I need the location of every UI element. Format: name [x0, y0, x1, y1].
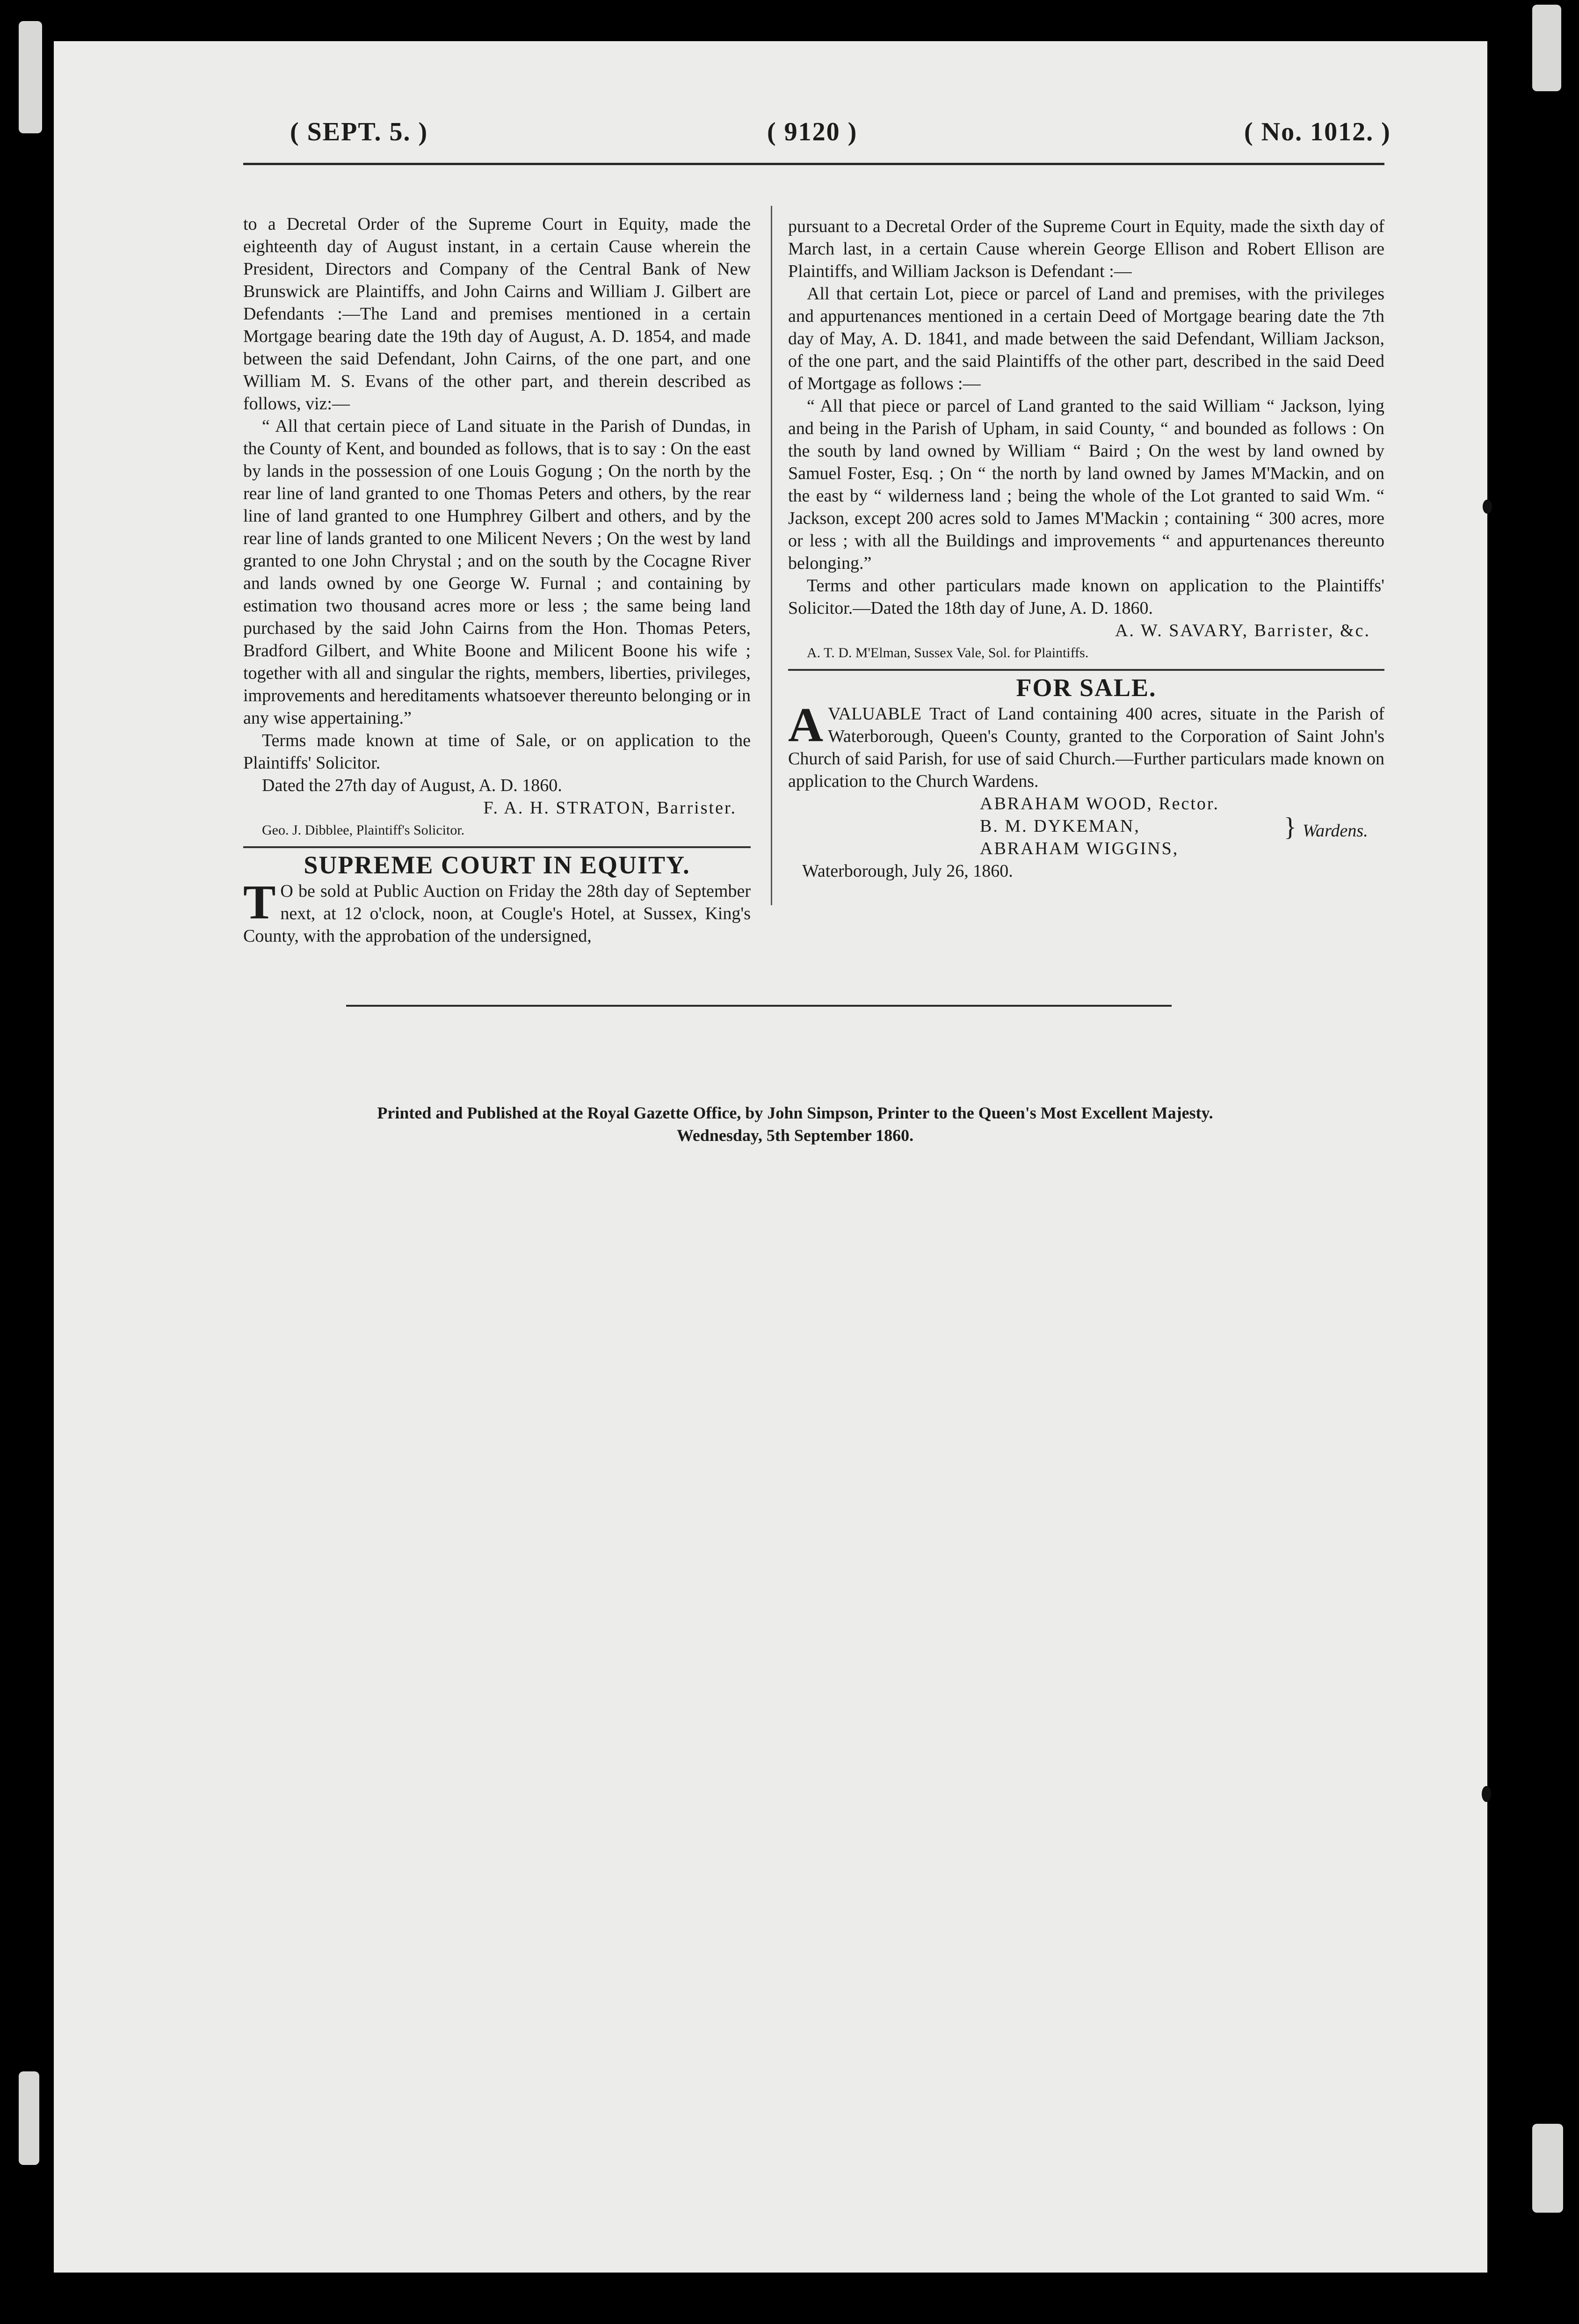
- barrister-signature: F. A. H. STRATON, Barrister.: [483, 798, 737, 818]
- terms-paragraph: Terms made known at time of Sale, or on application to the Plaintiffs' Solicitor.: [243, 731, 751, 773]
- mount-tab-bottom-left: [19, 2071, 39, 2165]
- rector-name: ABRAHAM WOOD, Rector.: [980, 794, 1219, 813]
- left-column: [243, 213, 751, 947]
- terms-paragraph: Terms and other particulars made known on application to the Plaintiffs' Solicitor.—Dated the 18th day of June, A. D. 1860.: [788, 576, 1384, 618]
- mount-tab-top-left: [19, 21, 42, 133]
- ink-spot: [1482, 1786, 1491, 1802]
- column-divider: [771, 206, 772, 905]
- section-heading: SUPREME COURT IN EQUITY.: [304, 851, 690, 879]
- page-header: [215, 117, 1391, 168]
- land-description: “ All that piece or parcel of Land granted to the said William “ Jackson, lying and being in the Parish of Upham, in said County, “ and bounded as follows : On the south by land owned by William “ Baird ; On the west by land owned by Samuel Foster, Esq. ; On “ the north by land owned by James M'Mackin, and on the east by “ wilderness land ; being the whole of the Lot granted to said Wm. “ Jackson, except 200 acres sold to James M'Mackin ; containing “ 300 acres, more or less ; with all the Buildings and improvements “ and appurtenances thereunto belonging.”: [788, 396, 1384, 573]
- ink-spot: [1483, 500, 1492, 514]
- sale-text: VALUABLE Tract of Land containing 400 acres, situate in the Parish of Waterborough, Queen's County, granted to the Corporation of Saint John's Church of said Parish, for use of said Church.—Further particulars made known on application to the Church Wardens.: [788, 704, 1384, 791]
- imprint-date: Wednesday, 5th September 1860.: [676, 1126, 914, 1145]
- bottom-rule: [346, 1005, 1172, 1007]
- section-rule: [788, 669, 1384, 671]
- dated-line: Dated the 27th day of August, A. D. 1860.: [262, 776, 562, 795]
- right-column: [788, 215, 1384, 882]
- place-date: Waterborough, July 26, 1860.: [802, 861, 1013, 881]
- notice-paragraph: pursuant to a Decretal Order of the Supreme Court in Equity, made the sixth day of March last, in a certain Cause wherein George Ellison and Robert Ellison are Plaintiffs, and William Jackson is Defendant :—: [788, 217, 1384, 281]
- auction-text: O be sold at Public Auction on Friday the 28th day of September next, at 12 o'clock, noon, at Cougle's Hotel, at Sussex, King's County, with the approbation of the undersigned,: [243, 881, 751, 946]
- solicitor-line: Geo. J. Dibblee, Plaintiff's Solicitor.: [262, 822, 465, 838]
- section-rule: [243, 846, 751, 848]
- auction-paragraph: [243, 875, 751, 947]
- signatories: [788, 792, 1384, 860]
- solicitor-line: A. T. D. M'Elman, Sussex Vale, Sol. for Plaintiffs.: [807, 645, 1089, 661]
- imprint-line: Printed and Published at the Royal Gazette Office, by John Simpson, Printer to the Queen's Most Excellent Majesty.: [377, 1104, 1213, 1122]
- sale-heading: FOR SALE.: [1016, 674, 1157, 702]
- issue-number: ( No. 1012. ): [1244, 117, 1391, 146]
- land-description: “ All that certain piece of Land situate in the Parish of Dundas, in the County of Kent, and bounded as follows, that is to say : On the east by lands in the possession of one Louis Gogung ; On the north by the rear line of land granted to one Thomas Peters and others, by the rear line of land granted to one Humphrey Gilbert and others, and by the rear line of lands granted to one Milicent Nevers ; On the west by land granted to one John Chrystal ; and on the south by the Cocagne River and lands owned by one George W. Furnal ; and containing by estimation two thousand acres more or less ; the same being land purchased by the said John Cairns from the Hon. Thomas Peters, Bradford Gilbert, and White Boone and Milicent Boone his wife ; together with all and singular the rights, members, liberties, privileges, improvements and hereditaments whatsoever thereunto belonging or in any wise appertaining.”: [243, 416, 751, 728]
- wardens-label: Wardens.: [1303, 821, 1368, 841]
- mount-tab-bottom-right: [1532, 2124, 1563, 2213]
- page-number: ( 9120 ): [767, 117, 858, 146]
- warden-name: B. M. DYKEMAN,: [980, 816, 1140, 836]
- drop-cap: T: [243, 875, 276, 929]
- imprint: [215, 1102, 1375, 1147]
- sale-paragraph: [788, 698, 1384, 792]
- warden-name: ABRAHAM WIGGINS,: [980, 839, 1179, 858]
- mortgage-paragraph: All that certain Lot, piece or parcel of Land and premises, with the privileges and appurtenances mentioned in a certain Deed of Mortgage bearing date the 7th day of May, A. D. 1841, and made between the said Defendant, William Jackson, of the one part, and the said Plaintiffs of the other part, described in the said Deed of Mortgage as follows :—: [788, 284, 1384, 393]
- brace-glyph: }: [1284, 813, 1297, 842]
- issue-date: ( SEPT. 5. ): [290, 117, 428, 146]
- notice-paragraph: to a Decretal Order of the Supreme Court in Equity, made the eighteenth day of August instant, in a certain Cause wherein the President, Directors and Company of the Central Bank of New Brunswick are Plaintiffs, and John Cairns and William J. Gilbert are Defendants :—The Land and premises mentioned in a certain Mortgage bearing date the 19th day of August, A. D. 1854, and made between the said Defendant, John Cairns, of the one part, and one William M. S. Evans of the other part, and therein described as follows, viz:—: [243, 214, 751, 414]
- barrister-signature: A. W. SAVARY, Barrister, &c.: [1115, 621, 1370, 640]
- header-rule: [243, 163, 1384, 165]
- drop-cap: A: [788, 698, 824, 752]
- mount-tab-top-right: [1532, 5, 1561, 91]
